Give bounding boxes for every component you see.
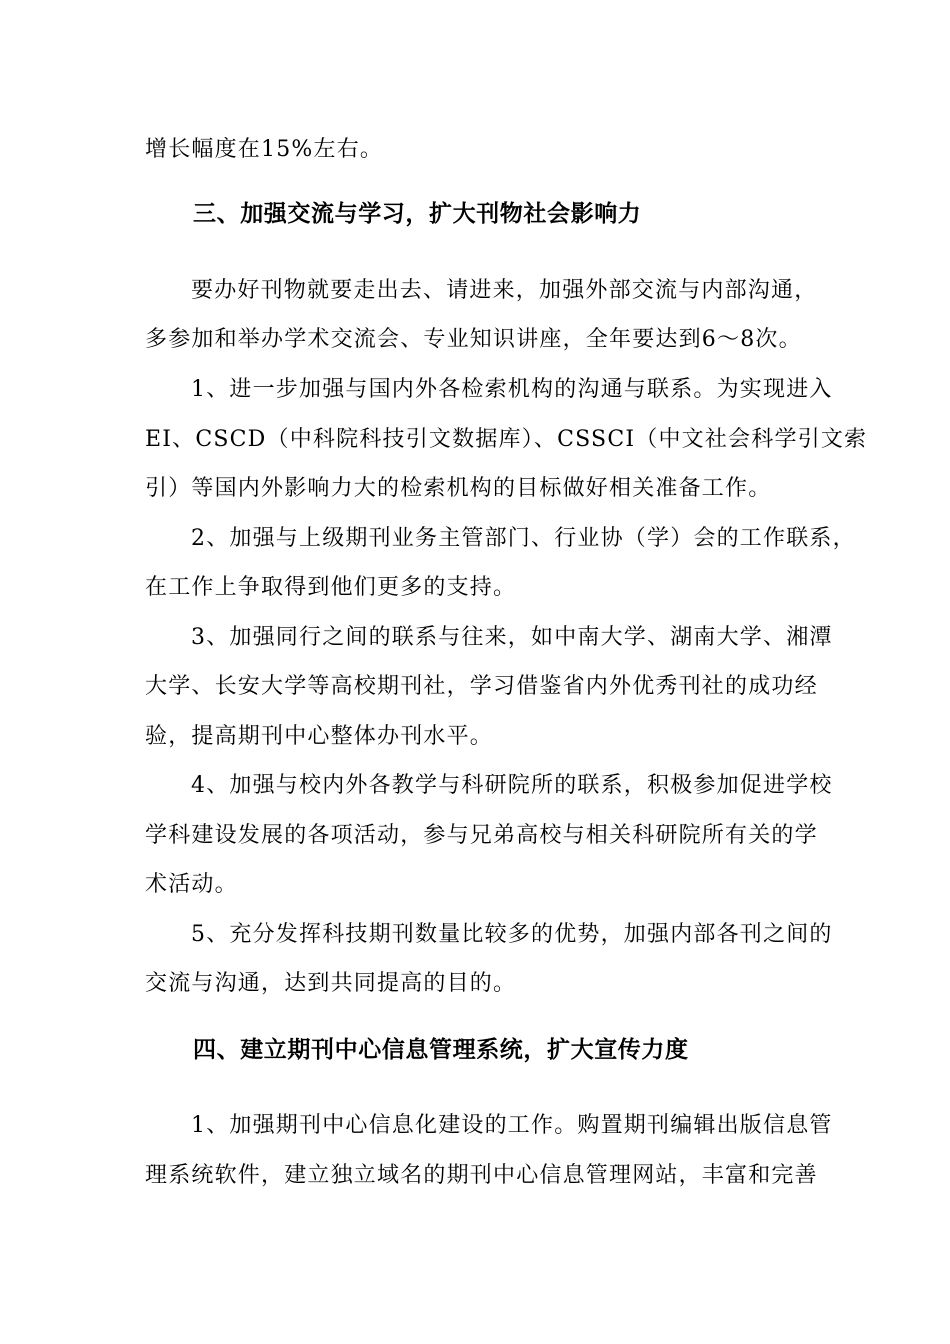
paragraph-line: 引）等国内外影响力大的检索机构的目标做好相关准备工作。	[145, 476, 772, 501]
paragraph-line: 学科建设发展的各项活动，参与兄弟高校与相关科研院所有关的学	[145, 823, 818, 848]
paragraph-line: 术活动。	[145, 872, 238, 897]
paragraph-line: 大学、长安大学等高校期刊社，学习借鉴省内外优秀刊社的成功经	[145, 674, 818, 699]
paragraph-line: 3、加强同行之间的联系与往来，如中南大学、湖南大学、湘潭	[191, 625, 833, 650]
paragraph-line: 1、进一步加强与国内外各检索机构的沟通与联系。为实现进入	[191, 377, 833, 402]
paragraph-line: 在工作上争取得到他们更多的支持。	[145, 575, 517, 600]
paragraph-line: 4、加强与校内外各教学与科研院所的联系，积极参加促进学校	[191, 773, 833, 798]
paragraph-line: 验，提高期刊中心整体办刊水平。	[145, 724, 494, 749]
paragraph-line: 5、充分发挥科技期刊数量比较多的优势，加强内部各刊之间的	[191, 922, 833, 947]
paragraph-line: 理系统软件，建立独立域名的期刊中心信息管理网站，丰富和完善	[145, 1163, 818, 1188]
paragraph-line: 1、加强期刊中心信息化建设的工作。购置期刊编辑出版信息管	[191, 1113, 833, 1138]
paragraph-line: 交流与沟通，达到共同提高的目的。	[145, 971, 517, 996]
paragraph-line: 要办好刊物就要走出去、请进来，加强外部交流与内部沟通，	[191, 278, 818, 303]
paragraph-line: 多参加和举办学术交流会、专业知识讲座，全年要达到6～8次。	[145, 327, 802, 352]
section-heading: 四、建立期刊中心信息管理系统，扩大宣传力度	[193, 1037, 689, 1063]
paragraph-line: 增长幅度在15%左右。	[145, 137, 384, 162]
paragraph-line: 2、加强与上级期刊业务主管部门、行业协（学）会的工作联系，	[191, 526, 856, 551]
paragraph-line: EI、CSCD（中科院科技引文数据库）、CSSCI（中文社会科学引文索	[145, 427, 868, 452]
section-heading: 三、加强交流与学习，扩大刊物社会影响力	[193, 201, 642, 227]
